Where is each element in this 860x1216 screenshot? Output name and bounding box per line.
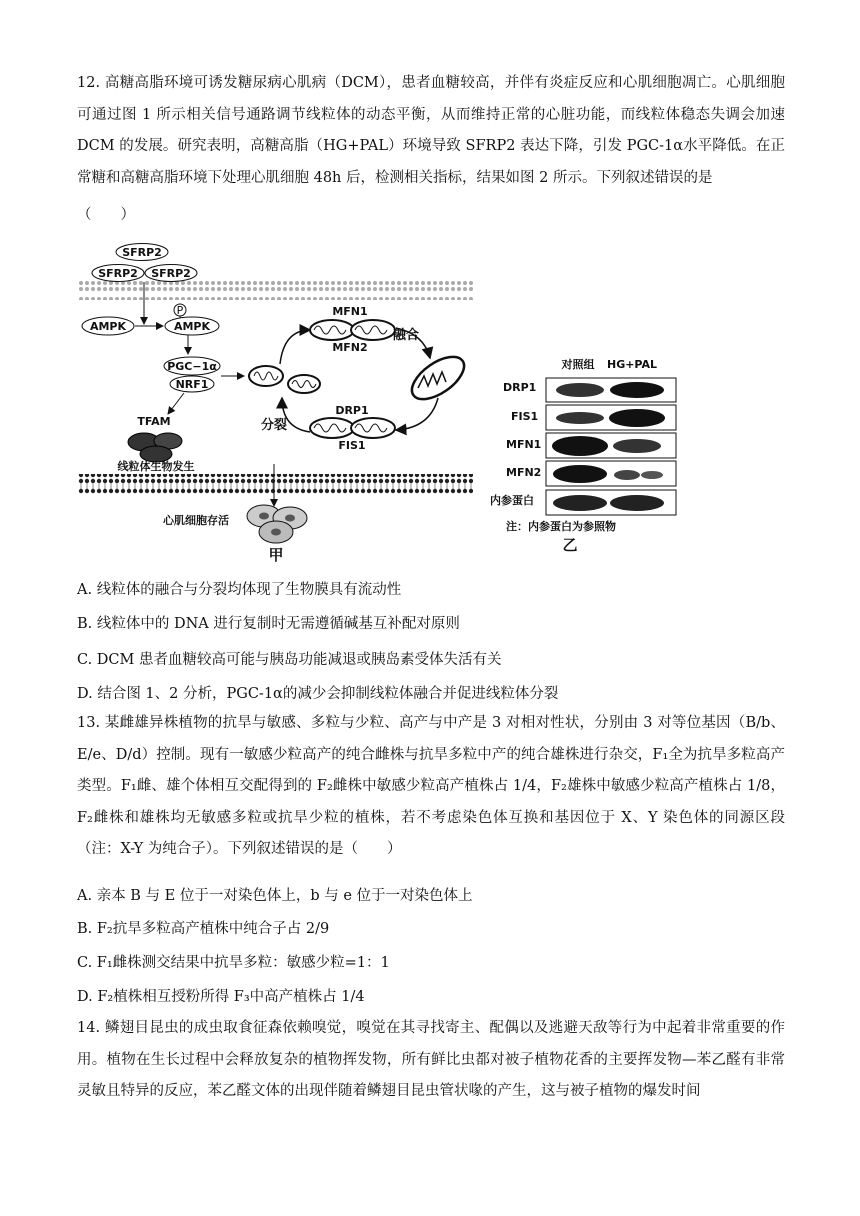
figure-2-western-blot [490, 354, 700, 554]
q13-option-a: A. 亲本 B 与 E 位于一对染色体上，b 与 e 位于一对染色体上 [77, 888, 473, 904]
sfrp2-label-1: SFRP2 [122, 246, 162, 259]
band-mfn1-control [552, 436, 608, 456]
cardiomyocyte-cells-icon [247, 505, 307, 543]
row-label-drp1: DRP1 [503, 381, 537, 394]
q13-option-b: B. F₂抗旱多粒高产植株中纯合子占 2/9 [77, 921, 330, 937]
col-hg-label: HG+PAL [606, 358, 658, 371]
pgc1a-label: PGC−1α [167, 360, 217, 373]
fis1-label: FIS1 [338, 439, 366, 452]
q12-stem: 12. 高糖高脂环境可诱发糖尿病心肌病（DCM），患者血糖较高，并伴有炎症反应和心肌细胞凋亡。心肌细胞可通过图 1 所示相关信号通路调节线粒体的动态平衡，从而维持正常的心脏功能，而线粒体稳态失调会加速 DCM 的发展。研究表明，高糖高脂（HG+PAL）环境导致 SFRP2 表达下降，引发 PGC-1α水平降低。在正常糖和高糖高脂环境下处理心肌细胞 48h 后，检测相关指标，结果如图 2 所示。下列叙述错误的是 [77, 75, 785, 186]
cell-membrane-bottom [78, 474, 473, 494]
cell-membrane-top [78, 280, 473, 300]
band-reference-control [553, 495, 607, 511]
q14-stem: 14. 鳞翅目昆虫的成虫取食征森依赖嗅觉，嗅觉在其寻找寄主、配偶以及逃避天敌等行为中起着非常重要的作用。植物在生长过程中会释放复杂的植物挥发物，所有鲜比虫都对被子植物花香的主要挥发物—苯乙醛有非常灵敏且特异的反应，苯乙醛文体的出现伴随着鳞翅目昆虫管状喙的产生，这与被子植物的爆发时间 [77, 1020, 785, 1099]
cycle-arrow-left-up [280, 330, 310, 364]
mitochondrion-left-icon [249, 366, 320, 393]
sfrp2-label-2: SFRP2 [98, 267, 138, 280]
mfn1-label: MFN1 [332, 305, 368, 318]
q12-option-b: B. 线粒体中的 DNA 进行复制时无需遵循碱基互补配对原则 [77, 616, 460, 632]
figure-1-caption: 甲 [268, 546, 284, 564]
q12-option-d: D. 结合图 1、2 分析，PGC-1α的减少会抑制线粒体融合并促进线粒体分裂 [77, 686, 559, 702]
biogenesis-label: 线粒体生物发生 [117, 460, 195, 473]
figure-1-signaling-diagram [78, 238, 478, 564]
q13-stem: 13. 某雌雄异株植物的抗旱与敏感、多粒与少粒、高产与中产是 3 对相对性状，分别由 3 对等位基因（B/b、E/e、D/d）控制。现有一敏感少粒高产的纯合雌株与抗旱多粒中产的纯合雄株进行杂交，F₁全为抗旱多粒高产类型。F₁雌、雄个体相互交配得到的 F₂雌株中敏感少粒高产植株占 1/4，F₂雄株中敏感少粒高产植株占 1/8，F₂雌株和雄株均无敏感多粒或抗旱少粒的植株，若不考虑染色体互换和基因位于 X、Y 染色体的同源区段（注：X-Y 为纯合子）。下列叙述错误的是（ ） [77, 715, 785, 857]
q12-answer-paren: （ ） [77, 207, 135, 223]
band-mfn1-hg [613, 439, 661, 453]
figure-2-note: 注：内参蛋白为参照物 [506, 520, 616, 533]
band-mfn2-hg-b [641, 471, 663, 479]
q13-option-d: D. F₂植株相互授粉所得 F₃中高产植株占 1/4 [77, 989, 365, 1005]
row-label-reference: 内参蛋白 [490, 494, 534, 507]
row-label-fis1: FIS1 [511, 410, 539, 423]
col-control-label: 对照组 [561, 358, 595, 371]
row-label-mfn2: MFN2 [506, 466, 542, 479]
survival-label: 心肌细胞存活 [163, 514, 229, 527]
mitochondria-drp-pair-icon [310, 418, 395, 438]
ampk-label-left: AMPK [89, 320, 127, 333]
sfrp2-cluster [92, 244, 197, 282]
q13-option-c: C. F₁雌株测交结果中抗旱多粒：敏感少粒=1：1 [77, 955, 390, 971]
row-label-mfn1: MFN1 [506, 438, 542, 451]
fusion-label: 融合 [392, 328, 420, 343]
tfam-label: TFAM [137, 415, 171, 428]
mitochondria-cluster-icon [128, 433, 182, 462]
fission-label: 分裂 [260, 418, 288, 433]
drp1-label: DRP1 [335, 404, 369, 417]
ampk-label-right: AMPK [173, 320, 211, 333]
mfn2-label: MFN2 [332, 341, 368, 354]
band-mfn2-hg-a [614, 470, 640, 480]
band-mfn2-control [553, 465, 607, 483]
band-reference-hg [610, 495, 664, 511]
q12-option-c: C. DCM 患者血糖较高可能与胰岛功能减退或胰岛素受体失活有关 [77, 652, 502, 668]
q12-option-a: A. 线粒体的融合与分裂均体现了生物膜具有流动性 [77, 582, 402, 598]
figure-2-caption: 乙 [562, 536, 578, 554]
sfrp2-label-3: SFRP2 [151, 267, 191, 280]
nrf1-label: NRF1 [175, 378, 209, 391]
band-drp1-hg [610, 382, 664, 398]
mitochondria-mfn-pair-icon [310, 320, 395, 340]
phosphate-label: P [176, 304, 184, 317]
band-drp1-control [556, 383, 604, 397]
cycle-arrow-bottom-left [396, 398, 438, 430]
band-fis1-hg [609, 409, 665, 427]
band-fis1-control [556, 412, 604, 424]
